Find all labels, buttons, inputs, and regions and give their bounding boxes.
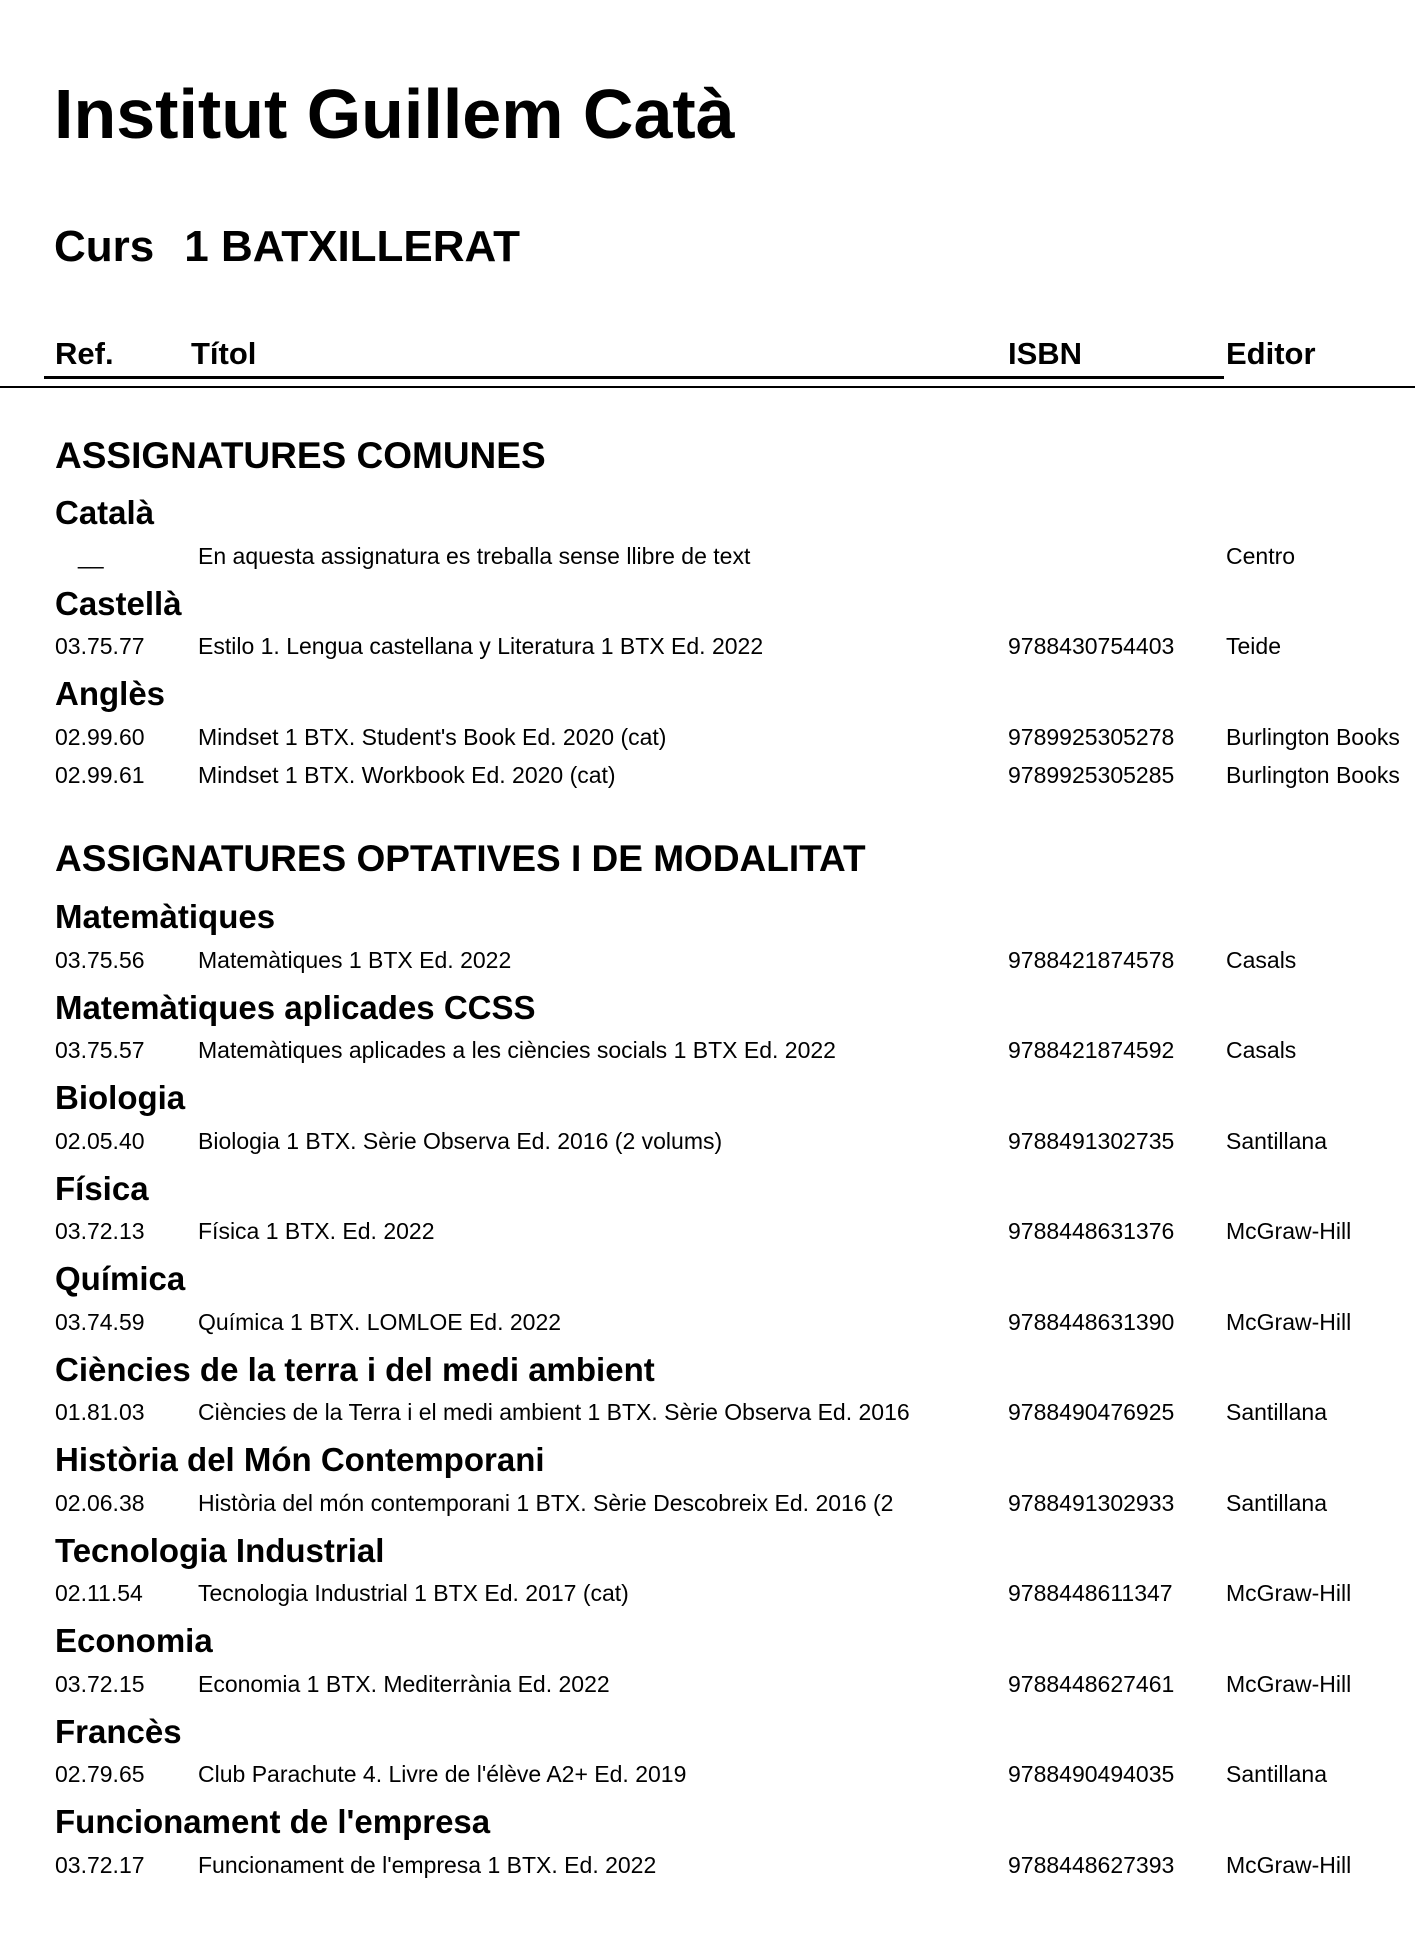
- book-ref: 02.11.54: [55, 1580, 143, 1606]
- book-row: [0, 1490, 1415, 1520]
- header-rule-double: [0, 386, 1415, 388]
- book-isbn: 9788490494035: [1008, 1761, 1175, 1787]
- col-header-isbn: ISBN: [1008, 336, 1083, 371]
- book-isbn: 9788448631376: [1008, 1218, 1175, 1244]
- subject-heading: Ciències de la terra i del medi ambient: [55, 1351, 655, 1388]
- subject-heading: Matemàtiques: [55, 898, 276, 935]
- header-rule: [44, 376, 1224, 379]
- book-isbn: 9788421874592: [1008, 1037, 1175, 1063]
- book-editor: Santillana: [1226, 1761, 1328, 1787]
- book-ref: 03.74.59: [55, 1309, 145, 1335]
- book-editor: McGraw-Hill: [1226, 1671, 1352, 1697]
- section-heading: ASSIGNATURES COMUNES: [55, 435, 546, 476]
- book-isbn: 9788491302933: [1008, 1490, 1175, 1516]
- school-title: Institut Guillem Catà: [54, 75, 735, 153]
- book-row: [0, 1580, 1415, 1610]
- subject-heading: Castellà: [55, 585, 182, 622]
- course-heading: [54, 222, 520, 272]
- course-label: Curs: [54, 222, 155, 271]
- book-title: Mindset 1 BTX. Student's Book Ed. 2020 (cat): [198, 724, 667, 750]
- col-header-ref: Ref.: [55, 336, 114, 371]
- book-ref: 02.99.61: [55, 762, 145, 788]
- subject-heading: Tecnologia Industrial: [55, 1532, 385, 1569]
- book-isbn: 9789925305285: [1008, 762, 1175, 788]
- subject-heading: Funcionament de l'empresa: [55, 1803, 491, 1840]
- book-row: [0, 633, 1415, 663]
- book-row: [0, 724, 1415, 754]
- book-title: Química 1 BTX. LOMLOE Ed. 2022: [198, 1309, 562, 1335]
- book-row: [0, 1218, 1415, 1248]
- book-editor: Casals: [1226, 947, 1297, 973]
- subject-heading: Català: [55, 494, 155, 531]
- book-row: [0, 1671, 1415, 1701]
- subject-heading: Francès: [55, 1713, 182, 1750]
- book-title: Economia 1 BTX. Mediterrània Ed. 2022: [198, 1671, 610, 1697]
- book-ref: 02.06.38: [55, 1490, 145, 1516]
- subject-heading: Anglès: [55, 675, 166, 712]
- book-row: [0, 1309, 1415, 1339]
- col-header-editor: Editor: [1226, 336, 1316, 371]
- book-isbn: 9788448627393: [1008, 1852, 1175, 1878]
- book-isbn: 9788448631390: [1008, 1309, 1175, 1335]
- book-title: Mindset 1 BTX. Workbook Ed. 2020 (cat): [198, 762, 616, 788]
- book-editor: Santillana: [1226, 1399, 1328, 1425]
- book-title: Matemàtiques 1 BTX Ed. 2022: [198, 947, 512, 973]
- book-title: Club Parachute 4. Livre de l'élève A2+ Ed. 2019: [198, 1761, 687, 1787]
- book-ref: 01.81.03: [55, 1399, 145, 1425]
- book-title: Matemàtiques aplicades a les ciències socials 1 BTX Ed. 2022: [198, 1037, 836, 1063]
- subject-heading: Química: [55, 1260, 186, 1297]
- book-ref: 03.72.17: [55, 1852, 145, 1878]
- book-ref: 02.79.65: [55, 1761, 145, 1787]
- book-isbn: 9788421874578: [1008, 947, 1175, 973]
- book-editor: Santillana: [1226, 1128, 1328, 1154]
- book-editor: Santillana: [1226, 1490, 1328, 1516]
- book-ref: 03.72.13: [55, 1218, 145, 1244]
- book-editor: Burlington Books: [1226, 762, 1400, 788]
- book-ref: 02.05.40: [55, 1128, 145, 1154]
- book-ref: 03.75.56: [55, 947, 145, 973]
- book-isbn: 9789925305278: [1008, 724, 1175, 750]
- book-row: [0, 1128, 1415, 1158]
- book-ref: 03.75.77: [55, 633, 145, 659]
- book-isbn: 9788491302735: [1008, 1128, 1175, 1154]
- book-editor: McGraw-Hill: [1226, 1580, 1352, 1606]
- subject-heading: Biologia: [55, 1079, 186, 1116]
- book-isbn: 9788430754403: [1008, 633, 1175, 659]
- course-value: 1 BATXILLERAT: [184, 222, 520, 271]
- subject-heading: Economia: [55, 1622, 213, 1659]
- book-editor: McGraw-Hill: [1226, 1852, 1352, 1878]
- book-isbn: 9788448611347: [1008, 1580, 1173, 1606]
- book-row: [0, 1761, 1415, 1791]
- book-title: Estilo 1. Lengua castellana y Literatura 1 BTX Ed. 2022: [198, 633, 764, 659]
- book-row: [0, 1399, 1415, 1429]
- book-editor: McGraw-Hill: [1226, 1218, 1352, 1244]
- book-title: En aquesta assignatura es treballa sense llibre de text: [198, 543, 751, 569]
- book-title: Biologia 1 BTX. Sèrie Observa Ed. 2016 (2 volums): [198, 1128, 723, 1154]
- subject-heading: Història del Món Contemporani: [55, 1441, 545, 1478]
- col-header-title: Títol: [191, 336, 257, 371]
- subject-heading: Matemàtiques aplicades CCSS: [55, 989, 536, 1026]
- book-row: [0, 543, 1415, 573]
- book-row: [0, 762, 1415, 792]
- book-editor: Burlington Books: [1226, 724, 1400, 750]
- subject-heading: Física: [55, 1170, 149, 1207]
- book-row: [0, 1037, 1415, 1067]
- book-isbn: 9788448627461: [1008, 1671, 1175, 1697]
- book-title: Funcionament de l'empresa 1 BTX. Ed. 2022: [198, 1852, 657, 1878]
- book-editor: Centro: [1226, 543, 1296, 569]
- book-editor: Teide: [1226, 633, 1281, 659]
- book-ref: __: [78, 543, 104, 569]
- book-isbn: 9788490476925: [1008, 1399, 1175, 1425]
- book-editor: Casals: [1226, 1037, 1297, 1063]
- book-ref: 03.75.57: [55, 1037, 145, 1063]
- book-title: Història del món contemporani 1 BTX. Sèrie Descobreix Ed. 2016 (2: [198, 1490, 894, 1516]
- book-row: [0, 1852, 1415, 1882]
- book-ref: 02.99.60: [55, 724, 145, 750]
- book-ref: 03.72.15: [55, 1671, 145, 1697]
- book-title: Ciències de la Terra i el medi ambient 1 BTX. Sèrie Observa Ed. 2016: [198, 1399, 910, 1425]
- book-row: [0, 947, 1415, 977]
- book-editor: McGraw-Hill: [1226, 1309, 1352, 1335]
- book-title: Física 1 BTX. Ed. 2022: [198, 1218, 435, 1244]
- section-heading: ASSIGNATURES OPTATIVES I DE MODALITAT: [55, 838, 866, 879]
- book-title: Tecnologia Industrial 1 BTX Ed. 2017 (cat): [198, 1580, 629, 1606]
